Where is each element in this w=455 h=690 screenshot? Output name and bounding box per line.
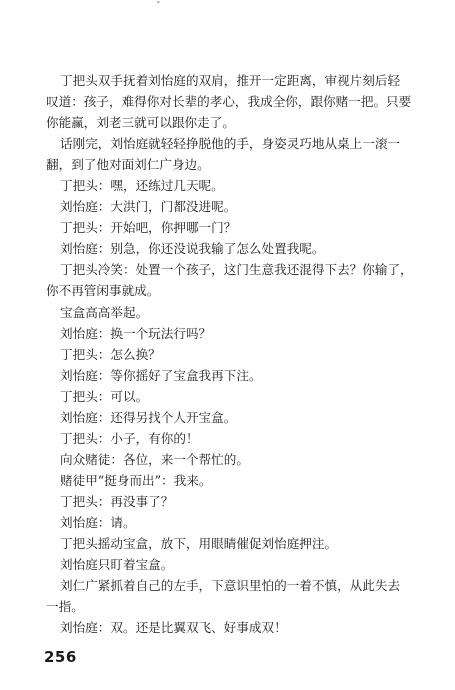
- paragraph: [46, 196, 418, 217]
- text-line: 刘仁广紧抓着自己的左手，下意识里怕的一着不慎，从此失去: [60, 578, 401, 594]
- text-line: 刘怡庭只盯着宝盒。: [60, 557, 174, 573]
- paragraph: [46, 133, 418, 175]
- text-line: 丁把头冷笑：处置一个孩子，这门生意我还混得下去？你输了，: [60, 262, 413, 278]
- text-line: 刘怡庭：还得另找个人开宝盒。: [60, 409, 237, 425]
- paragraph: [46, 554, 418, 575]
- print-mark: ˇ: [156, 2, 161, 12]
- paragraph: [46, 386, 418, 407]
- text-line: 刘怡庭：换一个玩法行吗？: [60, 325, 212, 341]
- paragraph: [46, 302, 418, 323]
- body-text: [46, 70, 418, 638]
- paragraph: [46, 575, 418, 617]
- text-line: 赌徒甲“挺身而出”：我来。: [60, 472, 212, 488]
- text-line: 刘怡庭：等你摇好了宝盒我再下注。: [60, 367, 262, 383]
- text-line: 刘怡庭：别急，你还没说我输了怎么处置我呢。: [60, 241, 325, 257]
- paragraph: [46, 323, 418, 344]
- paragraph: [46, 259, 418, 301]
- text-line: 刘怡庭：双。还是比翼双飞、好事成双！: [60, 620, 287, 636]
- paragraph: [46, 407, 418, 428]
- text-line: 你能赢，刘老三就可以跟你走了。: [46, 115, 235, 131]
- paragraph: [46, 449, 418, 470]
- paragraph: [46, 617, 418, 638]
- text-line: 丁把头：嘿，还练过几天呢。: [60, 178, 224, 194]
- text-line: 宝盒高高举起。: [60, 304, 149, 320]
- text-line: 丁把头：再没事了？: [60, 493, 174, 509]
- paragraph: [46, 238, 418, 259]
- paragraph: [46, 428, 418, 449]
- paragraph: [46, 344, 418, 365]
- paragraph: [46, 491, 418, 512]
- paragraph: [46, 470, 418, 491]
- paragraph: [46, 533, 418, 554]
- text-line: 向众赌徒：各位，来一个帮忙的。: [60, 451, 249, 467]
- text-line: 丁把头：可以。: [60, 388, 149, 404]
- text-line: 丁把头：开始吧，你押哪一门？: [60, 220, 237, 236]
- text-line: 叹道：孩子，难得你对长辈的孝心，我成全你，跟你赌一把。只要: [46, 94, 412, 110]
- text-line: 刘怡庭：请。: [60, 514, 136, 530]
- text-line: 翻，到了他对面刘仁广身边。: [46, 157, 210, 173]
- text-line: 丁把头摇动宝盒，放下，用眼睛催促刘怡庭押注。: [60, 536, 338, 552]
- text-line: 一指。: [46, 599, 84, 615]
- paragraph: [46, 512, 418, 533]
- text-line: 丁把头：小子，有你的！: [60, 430, 199, 446]
- page-number: 256: [44, 648, 77, 666]
- text-line: 你不再管闲事就成。: [46, 283, 160, 299]
- paragraph: [46, 175, 418, 196]
- text-line: 话刚完，刘怡庭就轻轻挣脱他的手，身姿灵巧地从桌上一滚一: [60, 136, 401, 152]
- text-line: 丁把头：怎么换？: [60, 346, 161, 362]
- paragraph: [46, 365, 418, 386]
- text-line: 丁把头双手抚着刘怡庭的双肩，推开一定距离，审视片刻后轻: [60, 73, 401, 88]
- paragraph: [46, 70, 418, 133]
- paragraph: [46, 217, 418, 238]
- text-line: 刘怡庭：大洪门，门都没进呢。: [60, 199, 237, 215]
